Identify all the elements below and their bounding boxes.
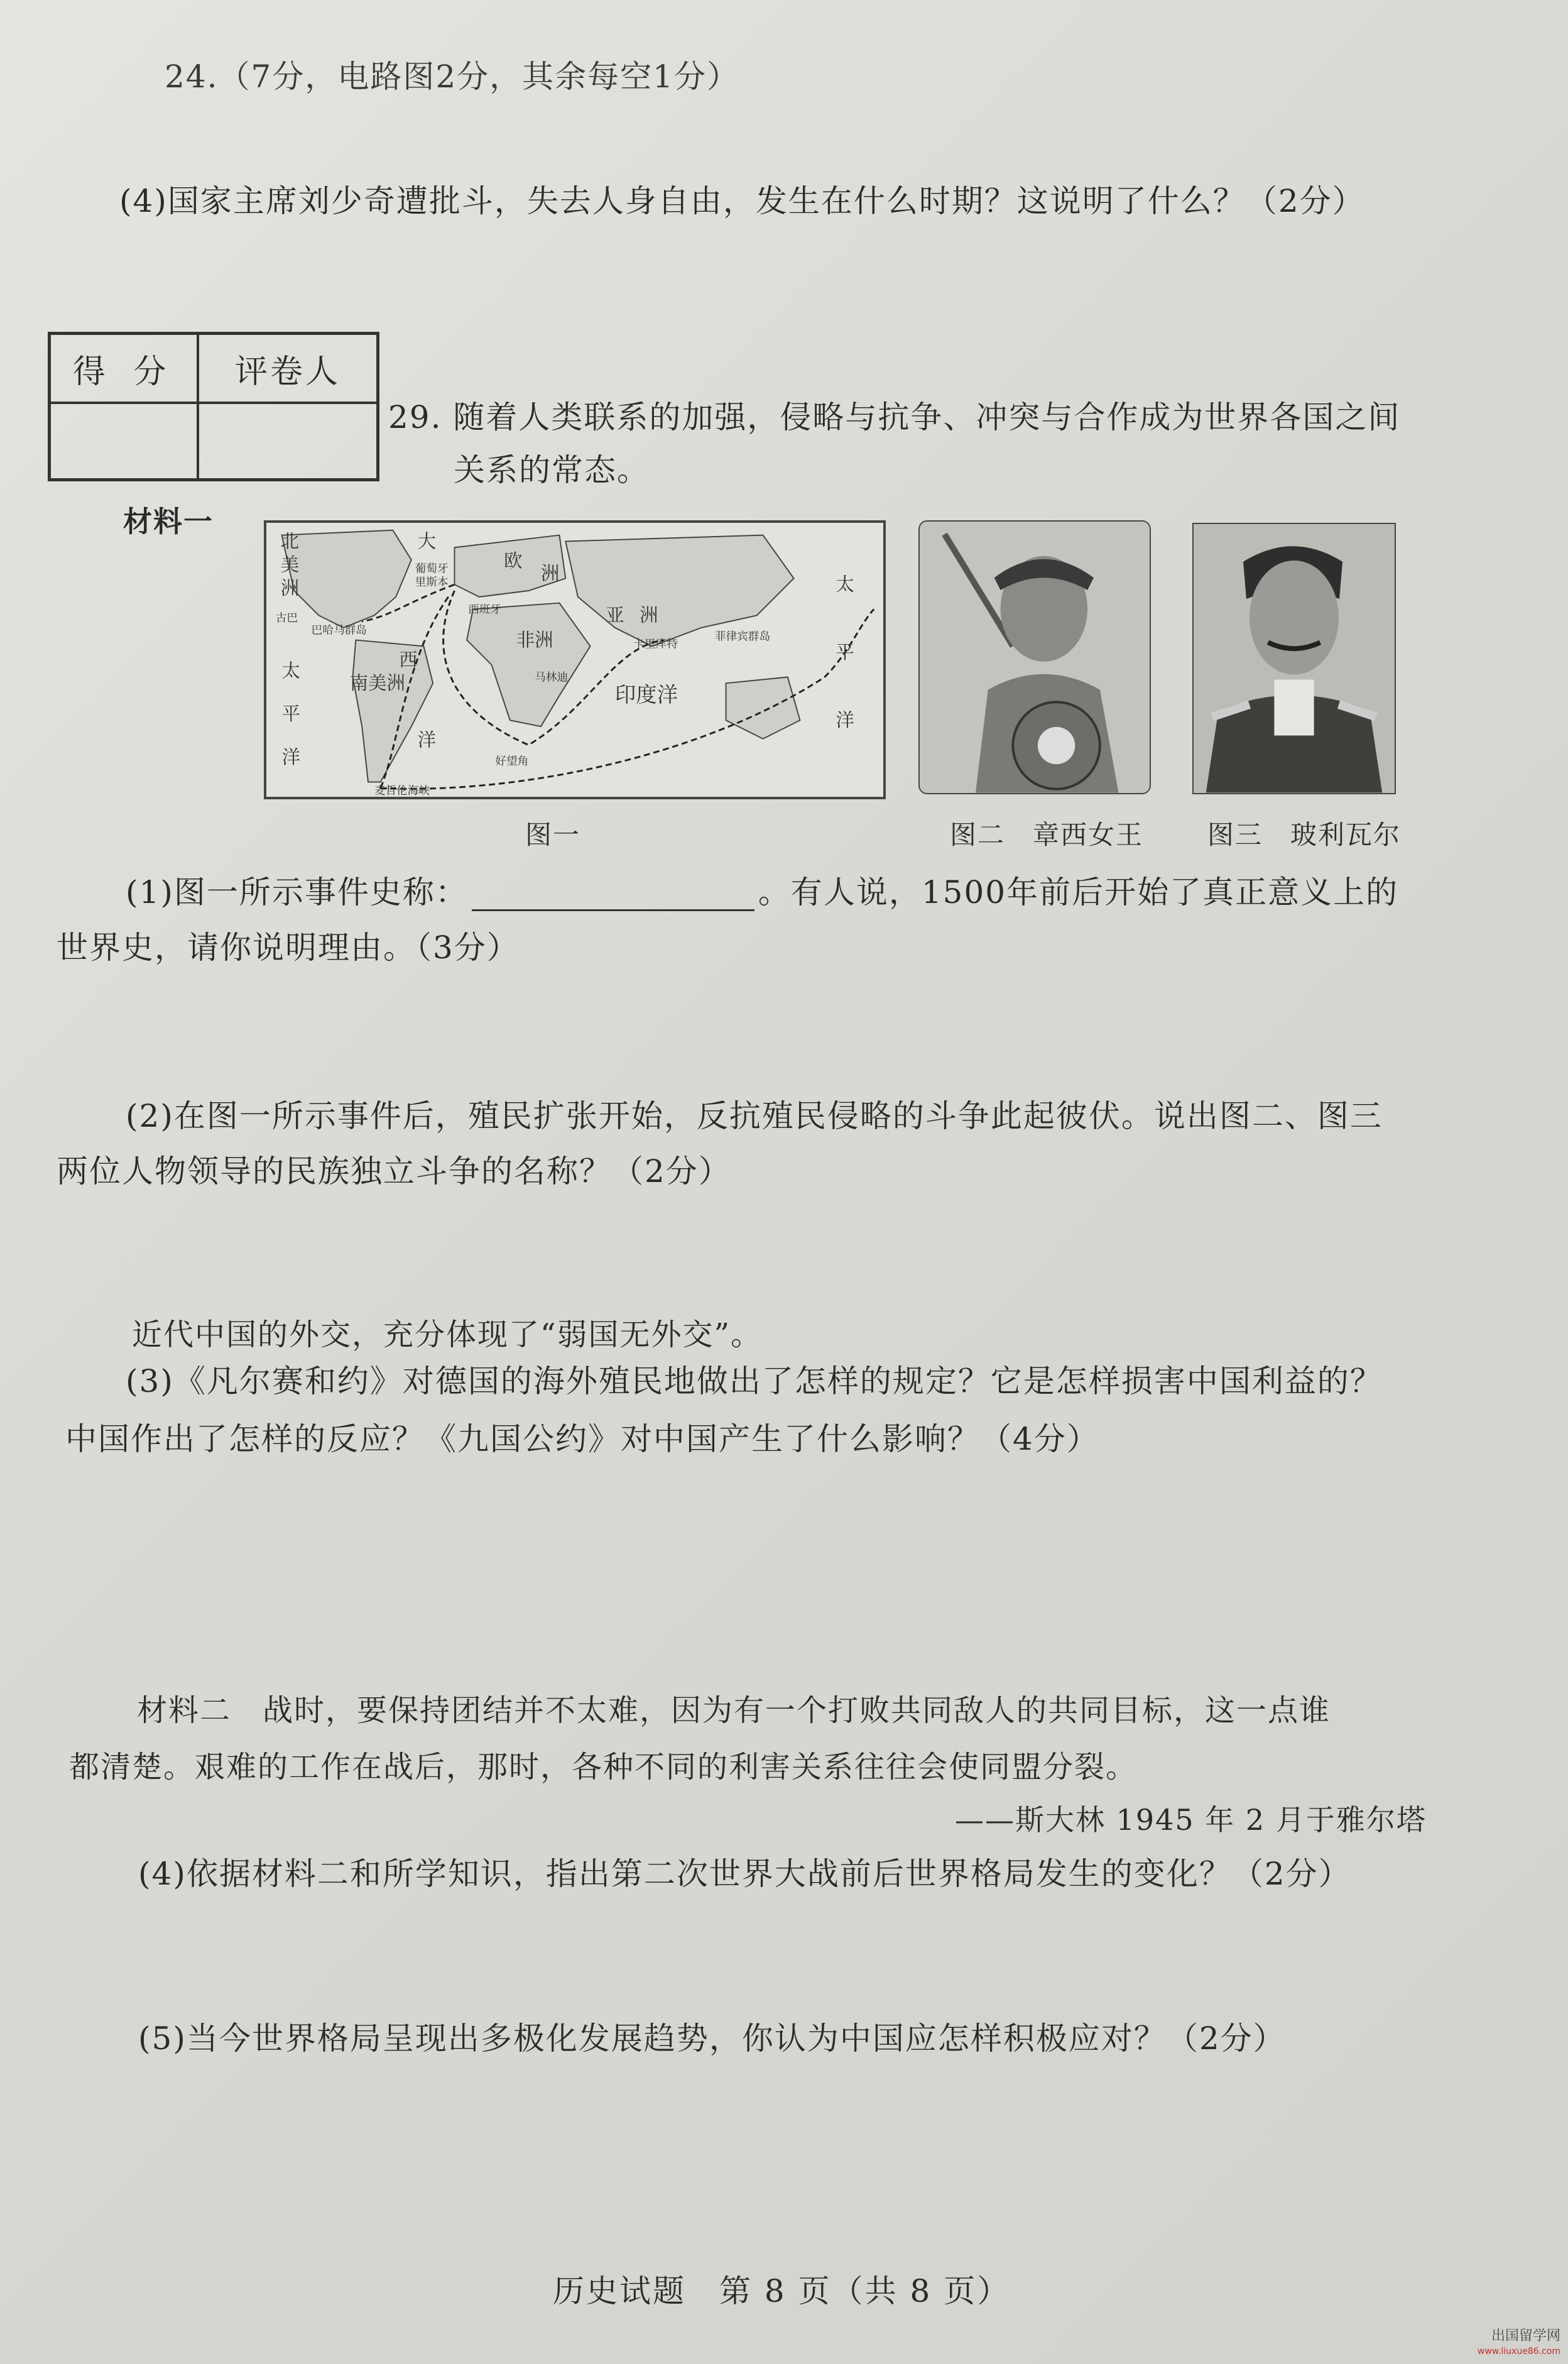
map-label: 古巴 — [275, 612, 298, 625]
map-label: 印度洋 — [614, 682, 678, 707]
map-label: 平 — [836, 642, 854, 664]
map-label: 太 — [281, 660, 301, 682]
figure-3-caption: 图三 玻利瓦尔 — [1207, 819, 1402, 850]
question-1-suffix: 。有人说，1500年前后开始了真正意义上的 — [758, 874, 1399, 911]
question-2-line2: 两位人物领导的民族独立斗争的名称？（2分） — [57, 1153, 731, 1190]
map-label: 亚 — [606, 605, 624, 627]
map-label: 南美洲 — [349, 672, 405, 694]
question-1-prefix: (1)图一所示事件史称： — [126, 874, 468, 911]
question-3-line2: 中国作出了怎样的反应？《九国公约》对中国产生了什么影响？（4分） — [65, 1421, 1099, 1457]
score-cell — [51, 404, 199, 478]
map-label: 洋 — [417, 729, 437, 751]
material-2-source: ——斯大林 1945 年 2 月于雅尔塔 — [955, 1803, 1427, 1837]
map-label: 太 — [836, 574, 854, 596]
score-table — [48, 332, 379, 481]
voyage-map — [264, 520, 886, 799]
map-label: 菲律宾群岛 — [714, 630, 771, 643]
map-label: 卡里库特 — [633, 638, 678, 651]
material-1-label: 材料一 — [123, 505, 214, 539]
watermark-url: www.liuxue86.com — [1477, 2346, 1560, 2356]
question-cultural-revolution: (4)国家主席刘少奇遭批斗，失去人身自由，发生在什么时期？这说明了什么？（2分） — [119, 183, 1365, 219]
figure-1-caption: 图一 — [525, 819, 581, 850]
watermark-logo — [1478, 2329, 1560, 2359]
map-label: 麦哲伦海峡 — [374, 785, 430, 797]
question-29-line1: 29. 随着人类联系的加强，侵略与抗争、冲突与合作成为世界各国之间 — [388, 399, 1401, 435]
question-5: (5)当今世界格局呈现出多极化发展趋势，你认为中国应怎样积极应对？（2分） — [138, 2020, 1286, 2057]
page-footer: 历史试题 第 8 页（共 8 页） — [553, 2273, 1011, 2309]
map-label: 大 — [417, 530, 437, 552]
map-label: 非洲 — [516, 629, 553, 651]
map-label: 洋 — [281, 746, 301, 768]
map-label: 美 — [280, 554, 300, 576]
question-3-line1: (3)《凡尔赛和约》对德国的海外殖民地做出了怎样的规定？它是怎样损害中国利益的？ — [126, 1363, 1383, 1399]
material-2-line2: 都清楚。艰难的工作在战后，那时，各种不同的利害关系往往会使同盟分裂。 — [69, 1749, 1138, 1785]
map-label: 欧 — [504, 550, 523, 572]
map-label: 洲 — [540, 562, 560, 584]
question-29-line2: 关系的常态。 — [454, 452, 650, 488]
question-2-line1: (2)在图一所示事件后，殖民扩张开始，反抗殖民侵略的斗争此起彼伏。说出图二、图三 — [126, 1098, 1383, 1134]
map-label: 北 — [280, 530, 300, 552]
cut-off-header: 24.（7分，电路图2分，其余每空1分） — [165, 58, 739, 95]
question-1-line1 — [126, 873, 1398, 911]
map-label: 洋 — [836, 709, 854, 731]
question-4: (4)依据材料二和所学知识，指出第二次世界大战前后世界格局发生的变化？（2分） — [138, 1856, 1351, 1892]
map-label: 葡萄牙 — [415, 562, 449, 576]
map-label: 马林迪 — [535, 671, 569, 684]
question-1-line2: 世界史，请你说明理由。（3分） — [57, 929, 520, 966]
portrait-rani-lakshmibai — [918, 520, 1151, 794]
map-label: 平 — [281, 703, 301, 725]
grader-cell — [199, 404, 376, 478]
map-label: 西班牙 — [468, 603, 502, 616]
map-label: 西 — [399, 648, 418, 670]
answer-blank[interactable] — [472, 882, 754, 911]
map-label: 好望角 — [495, 755, 529, 768]
portrait-simon-bolivar — [1192, 523, 1396, 794]
modern-diplomacy-intro: 近代中国的外交，充分体现了“弱国无外交”。 — [132, 1317, 763, 1352]
material-2-line1: 材料二 战时，要保持团结并不太难，因为有一个打败共同敌人的共同目标，这一点谁 — [137, 1693, 1331, 1728]
map-label: 巴哈马群岛 — [311, 624, 367, 637]
grader-header: 评卷人 — [199, 335, 376, 404]
map-label: 里斯本 — [415, 576, 449, 589]
map-label: 洲 — [640, 605, 658, 627]
map-label: 洲 — [280, 577, 300, 599]
watermark-name: 出国留学网 — [1491, 2328, 1560, 2344]
figure-2-caption: 图二 章西女王 — [950, 819, 1144, 850]
score-header: 得 分 — [51, 335, 199, 404]
